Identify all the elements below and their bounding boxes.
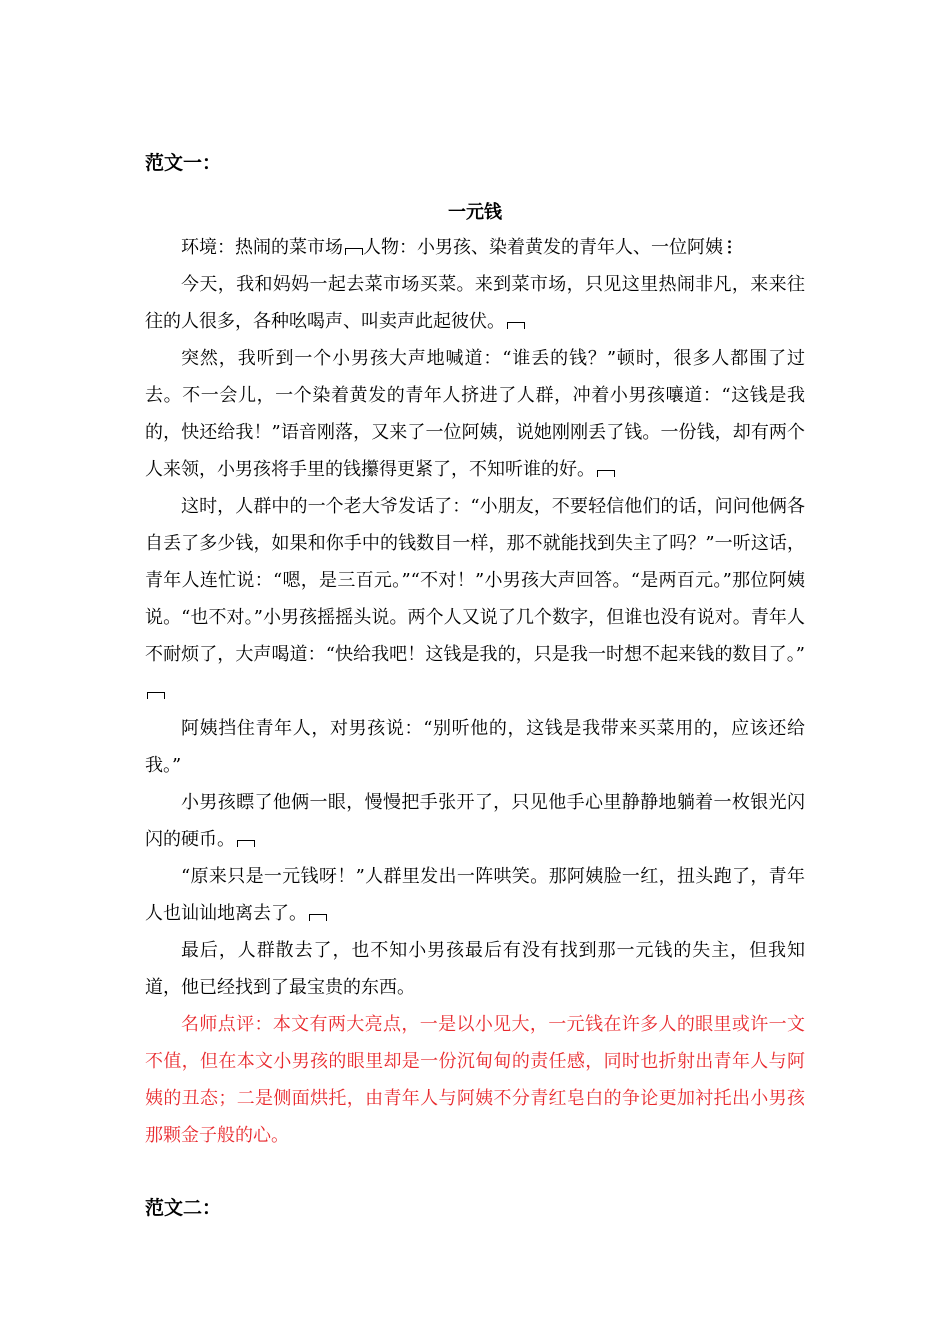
paragraph-text: 阿姨挡住青年人，对男孩说：“别听他的，这钱是我带来买菜用的，应该还给我。” xyxy=(145,718,805,776)
essay-setting-text: 环境：热闹的菜市场 xyxy=(181,237,343,258)
essay-paragraph xyxy=(145,784,805,858)
paragraph-text: 突然，我听到一个小男孩大声地喊道：“谁丢的钱？”顿时，很多人都围了过去。不一会儿，一个染着黄发的青年人挤进了人群，冲着小男孩嚷道：“这钱是我的，快还给我！”语音刚落，又来了一位阿姨，说她刚刚丢了钱。一份钱，却有两个人来领，小男孩将手里的钱攥得更紧了，不知听谁的好。 xyxy=(145,348,805,480)
paragraph-mark-icon xyxy=(597,470,615,477)
paragraph-text: 最后，人群散去了，也不知小男孩最后有没有找到那一元钱的失主，但我知道，他已经找到了最宝贵的东西。 xyxy=(145,940,805,998)
teacher-comment: 名师点评：本文有两大亮点，一是以小见大，一元钱在许多人的眼里或许一文不值，但在本文小男孩的眼里却是一份沉甸甸的责任感，同时也折射出青年人与阿姨的丑态；二是侧面烘托，由青年人与阿姨不分青红皂白的争论更加衬托出小男孩那颗金子般的心。 xyxy=(145,1014,805,1146)
paragraph-mark-icon xyxy=(345,248,363,255)
paragraph-text: 今天，我和妈妈一起去菜市场买菜。来到菜市场，只见这里热闹非凡，来来往往的人很多，各种吆喝声、叫卖声此起彼伏。 xyxy=(145,274,805,332)
essay-paragraph xyxy=(145,340,805,488)
paragraph-mark-icon xyxy=(309,914,327,921)
paragraph-text: 小男孩瞟了他俩一眼，慢慢把手张开了，只见他手心里静静地躺着一枚银光闪闪的硬币。 xyxy=(145,792,805,850)
essay-characters-text: 人物：小男孩、染着黄发的青年人、一位阿姨 xyxy=(363,237,723,258)
sample-essay-one-heading: 范文一： xyxy=(145,152,222,174)
sample-essay-two-heading: 范文二： xyxy=(145,1197,222,1219)
paragraph-mark-icon xyxy=(147,692,165,699)
paragraph-text: 这时，人群中的一个老大爷发话了：“小朋友，不要轻信他们的话，问问他俩各自丢了多少钱，如果和你手中的钱数目一样，那不就能找到失主了吗？”一听这话，青年人连忙说：“嗯，是三百元。”“不对！”小男孩大声回答。“是两百元。”那位阿姨说。“也不对。”小男孩摇摇头说。两个人又说了几个数字，但谁也没有说对。青年人不耐烦了，大声喝道：“快给我吧！这钱是我的，只是我一时想不起来钱的数目了。” xyxy=(145,496,805,665)
essay-paragraph xyxy=(145,266,805,340)
essay-paragraph xyxy=(145,858,805,932)
section-break-icon xyxy=(727,239,732,255)
essay-paragraph xyxy=(145,488,805,710)
essay-paragraph xyxy=(145,932,805,1006)
paragraph-mark-icon xyxy=(237,840,255,847)
essay-paragraph xyxy=(145,710,805,784)
paragraph-mark-icon xyxy=(507,322,525,329)
essay-body xyxy=(145,229,805,1154)
paragraph-text: “原来只是一元钱呀！”人群里发出一阵哄笑。那阿姨脸一红，扭头跑了，青年人也讪讪地离去了。 xyxy=(145,866,805,924)
essay-title: 一元钱 xyxy=(448,202,502,223)
essay-setting-line xyxy=(145,229,805,266)
